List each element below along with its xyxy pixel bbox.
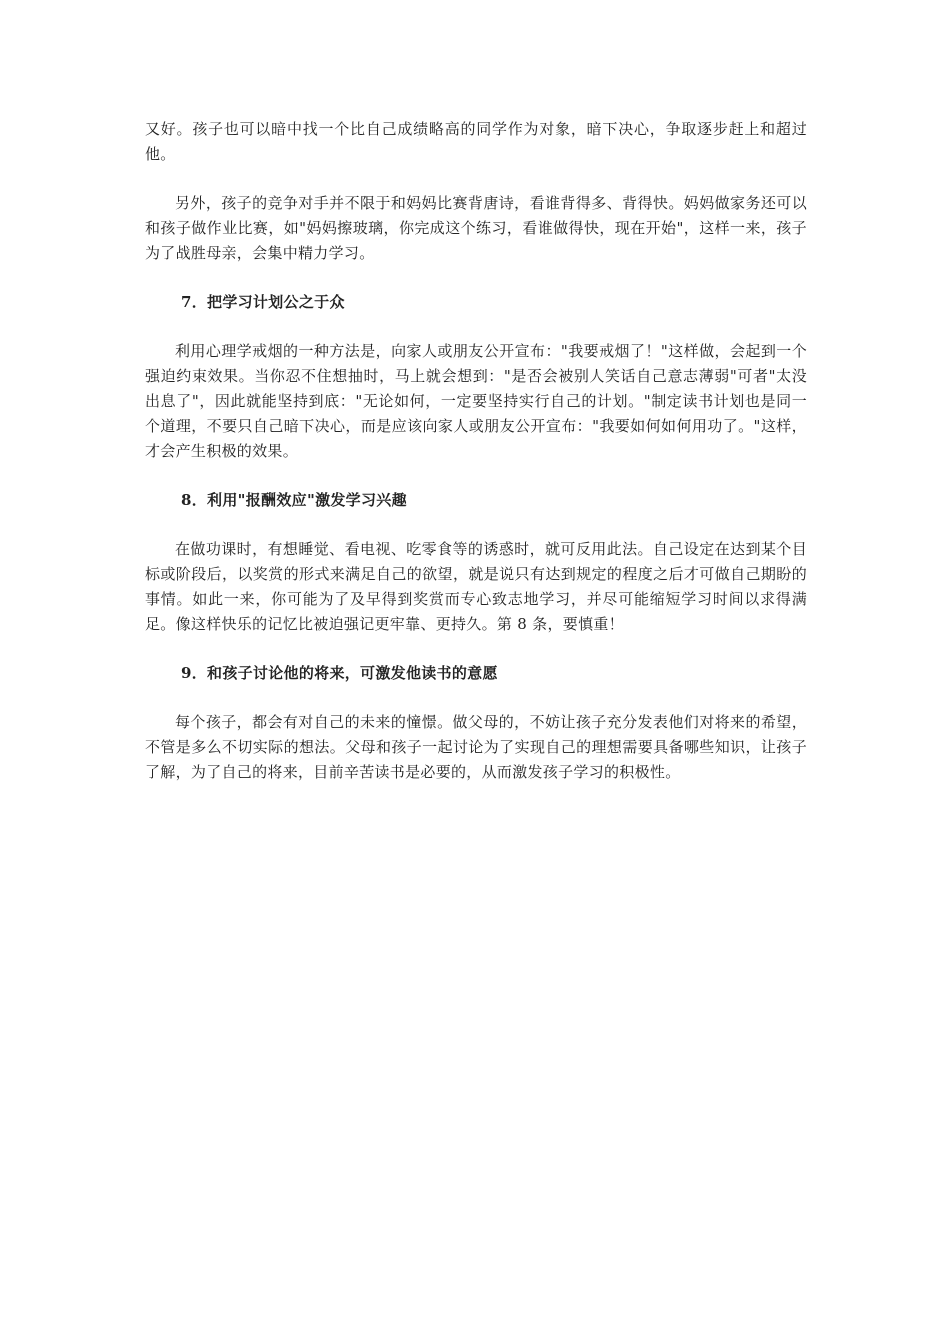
document-page [145, 117, 807, 809]
section-heading-9: 9．和孩子讨论他的将来，可激发他读书的意愿 [181, 664, 498, 682]
paragraph-future-discussion: 每个孩子，都会有对自己的未来的憧憬。做父母的，不妨让孩子充分发表他们对将来的希望，不管是多么不切实际的想法。父母和孩子一起讨论为了实现自己的理想需要具备哪些知识，让孩子了解，为了自己的将来，目前辛苦读书是必要的，从而激发孩子学习的积极性。 [145, 713, 807, 781]
section-heading-8: 8．利用"报酬效应"激发学习兴趣 [181, 491, 407, 509]
paragraph-continuation: 又好。孩子也可以暗中找一个比自己成绩略高的同学作为对象，暗下决心，争取逐步赶上和超过他。 [145, 120, 807, 163]
paragraph-reward-effect: 在做功课时，有想睡觉、看电视、吃零食等的诱惑时，就可反用此法。自己设定在达到某个目标或阶段后，以奖赏的形式来满足自己的欲望，就是说只有达到规定的程度之后才可做自己期盼的事情。如此一来，你可能为了及早得到奖赏而专心致志地学习，并尽可能缩短学习时间以求得满足。像这样快乐的记忆比被迫强记更牢靠、更持久。第 8 条，要慎重！ [145, 540, 807, 633]
section-heading-7: 7．把学习计划公之于众 [181, 293, 345, 311]
paragraph-public-plan: 利用心理学戒烟的一种方法是，向家人或朋友公开宣布："我要戒烟了！"这样做，会起到一个强迫约束效果。当你忍不住想抽时，马上就会想到："是否会被别人笑话自己意志薄弱"可者"太没出息了"，因此就能坚持到底："无论如何，一定要坚持实行自己的计划。"制定读书计划也是同一个道理，不要只自己暗下决心，而是应该向家人或朋友公开宣布："我要如何如何用功了。"这样，才会产生积极的效果。 [145, 342, 807, 460]
paragraph-competition: 另外，孩子的竞争对手并不限于和妈妈比赛背唐诗，看谁背得多、背得快。妈妈做家务还可以和孩子做作业比赛，如"妈妈擦玻璃，你完成这个练习，看谁做得快，现在开始"，这样一来，孩子为了战胜母亲，会集中精力学习。 [145, 194, 807, 262]
